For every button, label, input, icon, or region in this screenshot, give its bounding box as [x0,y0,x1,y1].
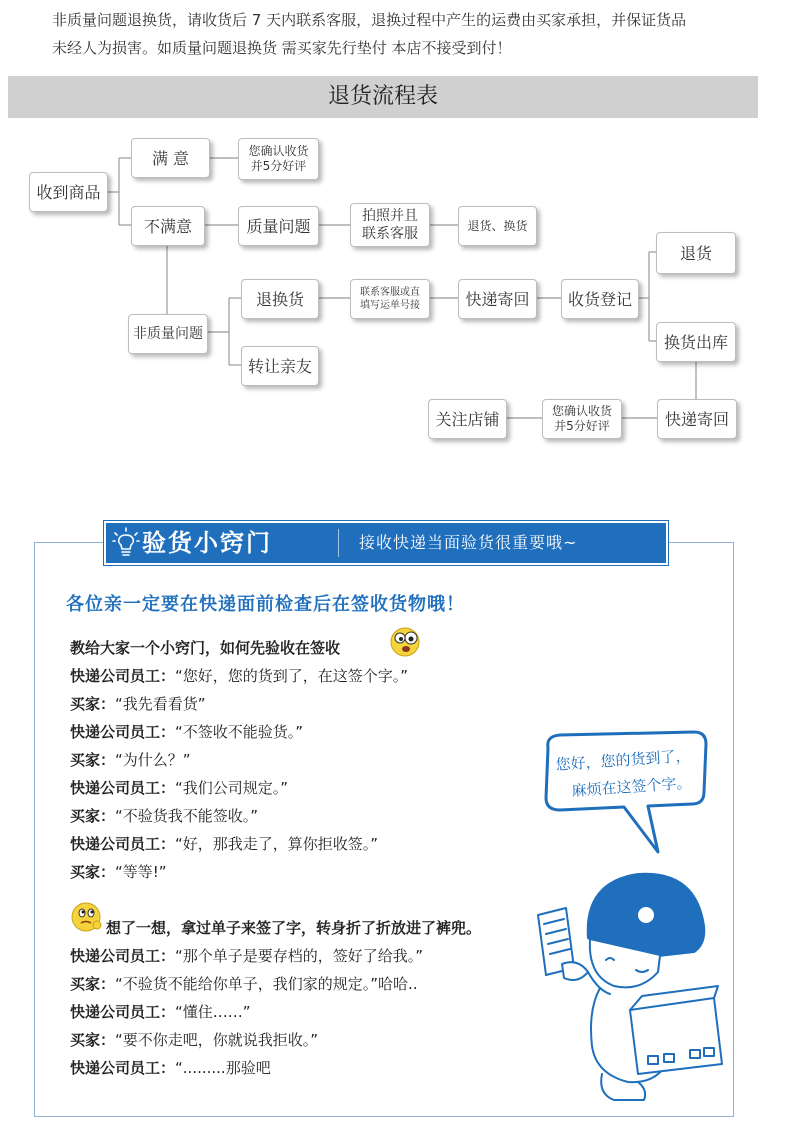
dialog-speaker: 快递公司员工： [70,947,176,965]
dialog-text: “您好，您的货到了，在这签个字。” [175,667,409,685]
dialog-speaker: 快递公司员工： [70,835,176,853]
dialog-speaker: 买家： [70,975,116,993]
dialog-text: “.........那验吧 [175,1059,271,1077]
think-line: 想了一想，拿过单子来签了字，转身折了折放进了裤兜。 [106,919,482,937]
dialog-line [70,694,206,714]
dialog-speaker: 快递公司员工： [70,667,176,685]
flow-box-quality-issue: 质量问题 [238,206,319,246]
tips-banner-subtitle: 接收快递当面验货很重要哦~ [359,533,578,552]
surprised-face-icon [388,625,422,657]
dialog-text: “不验货不能给你单子，我们家的规定。”哈哈.. [115,975,418,993]
dialog-speaker: 买家： [70,695,116,713]
flow-box-express-send: 快递寄回 [657,399,737,439]
dialog-line [70,1002,251,1022]
dialog-line [70,834,378,854]
dialog-speaker: 快递公司员工： [70,1059,176,1077]
dialog-line [70,778,288,798]
dialog-text: “要不你走吧，你就说我拒收。” [115,1031,319,1049]
lightbulb-icon [112,527,140,557]
dialog-line [70,750,191,770]
speech-bubble [536,730,716,860]
speech-bubble-line-2: 麻烦在这签个字。 [571,773,693,800]
dialog-text: “为什么？” [115,751,191,769]
flow-box-exchange: 退换货 [241,279,319,319]
flow-box-unsatisfied: 不满意 [131,206,205,246]
dialog-line [70,1058,271,1078]
dialog-speaker: 快递公司员工： [70,723,176,741]
return-policy-text [52,6,772,62]
tips-intro-line: 教给大家一个小窍门，如何先验收在签收 [70,639,341,657]
dialog-text: “懂住……” [175,1003,251,1021]
flow-box-follow-shop: 关注店铺 [428,399,507,439]
flow-box-non-quality: 非质量问题 [128,314,208,354]
dialog-text: “等等!” [115,863,167,881]
dialog-line [70,946,423,966]
dialog-line [70,666,408,686]
tips-banner-title: 验货小窍门 [142,529,272,557]
banner-divider [338,529,339,557]
flow-box-express-back: 快递寄回 [458,279,537,319]
flow-box-contact-waybill: 联系客服或直 填写运单号接 [350,279,430,319]
courier-illustration [518,860,732,1110]
dialog-speaker: 快递公司员工： [70,1003,176,1021]
dialog-speaker: 买家： [70,863,116,881]
thinking-face-icon [69,900,105,934]
flow-box-confirm-review: 您确认收货 并5分好评 [238,138,319,180]
policy-line-1: 非质量问题退换货，请收货后 7 天内联系客服，退换过程中产生的运费由买家承担，并保证货品 [52,11,687,29]
dialog-text: “那个单子是要存档的，签好了给我。” [175,947,424,965]
dialog-text: “我先看看货” [115,695,206,713]
policy-line-2: 未经人为损害。如质量问题退换货 需买家先行垫付 本店不接受到付！ [52,39,512,57]
dialog-speaker: 买家： [70,751,116,769]
dialog-line [70,1030,318,1050]
dialog-text: “不验货我不能签收。” [115,807,259,825]
flow-box-received: 收到商品 [29,172,108,212]
speech-bubble-line-1: 您好，您的货到了， [555,746,691,774]
dialog-speaker: 买家： [70,807,116,825]
flow-box-return-exchange: 退货、换货 [458,206,537,246]
dialog-speaker: 快递公司员工： [70,779,176,797]
flow-box-satisfied: 满 意 [131,138,210,178]
tips-banner [104,521,668,565]
dialog-line [70,722,303,742]
dialog-line [70,806,258,826]
flow-title: 退货流程表 [327,84,438,109]
flow-box-transfer: 转让亲友 [241,346,319,386]
dialog-speaker: 买家： [70,1031,116,1049]
flow-box-confirm-review-2: 您确认收货 并5分好评 [542,399,622,439]
flow-title-bar [8,76,758,118]
dialog-text: “不签收不能验货。” [175,723,304,741]
dialog-line [70,974,418,994]
dialog-text: “好，那我走了，算你拒收签。” [175,835,379,853]
flow-box-receive-register: 收货登记 [561,279,639,319]
dialog-text: “我们公司规定。” [175,779,289,797]
flow-box-photo-contact: 拍照并且 联系客服 [350,203,430,247]
flow-box-exchange-ship: 换货出库 [656,322,736,362]
dialog-line [70,862,167,882]
tips-headline: 各位亲一定要在快递面前检查后在签收货物哦！ [66,594,465,615]
flow-box-refund: 退货 [656,232,736,274]
